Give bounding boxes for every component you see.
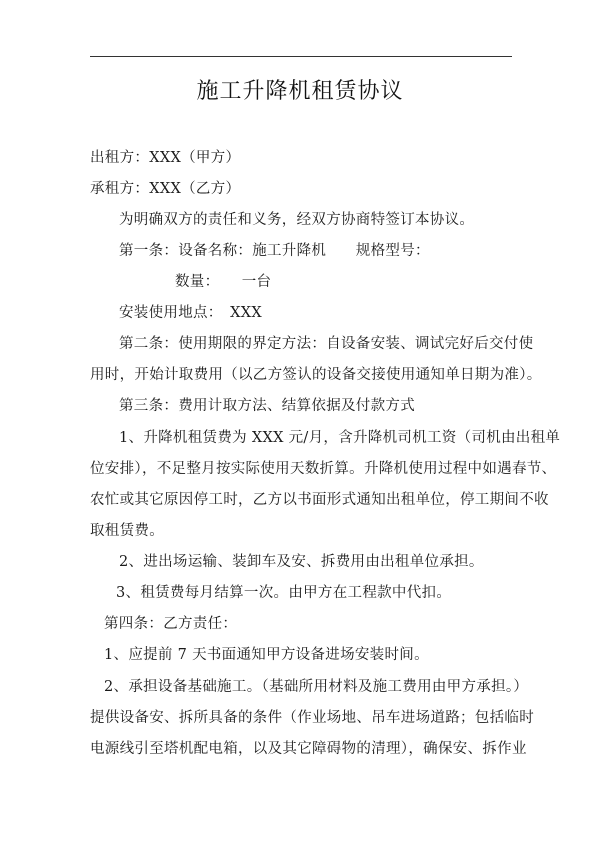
document-line: 1、应提前 7 天书面通知甲方设备进场安装时间。 <box>104 647 429 663</box>
document-line: 位安排），不足整月按实际使用天数折算。升降机使用过程中如遇春节、 <box>90 461 557 477</box>
document-line: 第三条：费用计取方法、结算依据及付款方式 <box>119 398 415 414</box>
document-line: 第一条：设备名称：施工升降机 规格型号： <box>119 243 430 259</box>
document-line: 农忙或其它原因停工时，乙方以书面形式通知出租单位，停工期间不收 <box>90 492 549 508</box>
document-line: 2、进出场运输、装卸车及安、拆费用由出租单位承担。 <box>119 554 484 570</box>
document-line: 1、升降机租赁费为 XXX 元/月，含升降机司机工资（司机由出租单 <box>119 430 561 446</box>
document-line: 出租方：XXX（甲方） <box>90 150 241 166</box>
document-line: 2、承担设备基础施工。（基础所用材料及施工费用由甲方承担。） <box>104 679 529 695</box>
document-line: 安装使用地点： XXX <box>119 305 263 321</box>
document-line: 取租赁费。 <box>90 523 164 539</box>
document-line: 承租方：XXX（乙方） <box>90 181 241 197</box>
document-line: 提供设备安、拆所具备的条件（作业场地、吊车进场道路；包括临时 <box>90 710 534 726</box>
document-line: 用时，开始计取费用（以乙方签认的设备交接使用通知单日期为准）。 <box>90 367 542 383</box>
document-line: 数量： 一台 <box>175 274 272 290</box>
document-line: 3、租赁费每月结算一次。由甲方在工程款中代扣。 <box>116 585 452 601</box>
document-title: 施工升降机租赁协议 <box>196 79 404 104</box>
document-line: 为明确双方的责任和义务，经双方协商特签订本协议。 <box>119 212 475 228</box>
header-rule <box>90 56 512 57</box>
document-line: 第四条：乙方责任： <box>104 616 238 632</box>
document-line: 第二条：使用期限的界定方法：自设备安装、调试完好后交付使 <box>119 336 534 352</box>
document-line: 电源线引至塔机配电箱，以及其它障碍物的清理），确保安、拆作业 <box>90 741 527 757</box>
